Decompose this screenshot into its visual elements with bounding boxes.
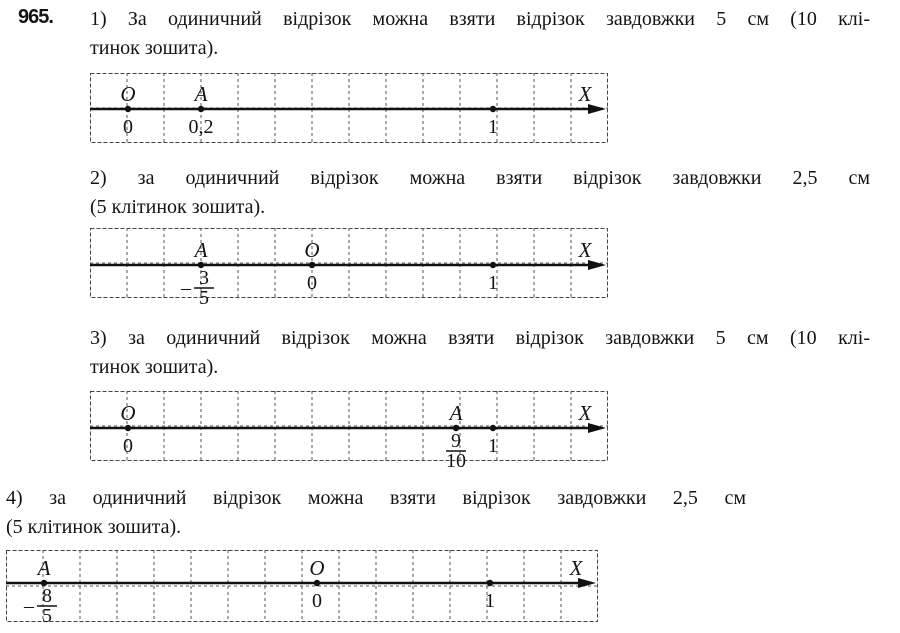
origin-label: O xyxy=(309,556,325,580)
axis-x-label: X xyxy=(578,401,592,425)
unit-point xyxy=(490,106,496,112)
fraction-numerator: 8 xyxy=(42,585,52,607)
fraction-denominator: 5 xyxy=(199,287,209,309)
number-line-3 xyxy=(90,391,610,472)
item-3-text-line-1: 3) за одиничний відрізок можна взяти відрізок завдовжки 5 см (10 клі- xyxy=(90,327,870,349)
item-3-text-line-2: тинок зошита). xyxy=(90,356,219,378)
origin-point xyxy=(314,580,320,586)
fraction-sign: – xyxy=(181,277,191,299)
fraction-numerator: 3 xyxy=(199,267,209,289)
origin-value: 0 xyxy=(312,590,322,612)
origin-value: 0 xyxy=(123,435,133,457)
item-4-text-line-1: 4) за одиничний відрізок можна взяти відрізок завдовжки 2,5 см xyxy=(6,487,746,509)
axis-x-label: X xyxy=(578,82,592,106)
number-line-2 xyxy=(90,228,610,309)
origin-value: 0 xyxy=(123,116,133,138)
unit-value: 1 xyxy=(488,272,498,294)
item-4-text-line-2: (5 клітинок зошита). xyxy=(6,516,182,538)
point-a xyxy=(198,106,204,112)
origin-point xyxy=(309,262,315,268)
fraction-sign: – xyxy=(24,595,34,617)
fraction-numerator: 9 xyxy=(451,430,461,452)
unit-point xyxy=(487,580,493,586)
unit-value: 1 xyxy=(485,590,495,612)
point-a-label: A xyxy=(194,82,208,106)
origin-point xyxy=(125,106,131,112)
fraction-denominator: 5 xyxy=(42,605,52,627)
fraction-denominator: 10 xyxy=(446,450,466,472)
point-a-label: A xyxy=(449,401,463,425)
origin-value: 0 xyxy=(307,272,317,294)
point-a-label: A xyxy=(194,238,208,262)
number-line-1 xyxy=(90,73,610,147)
problem-number: 965. xyxy=(18,6,53,28)
item-2-text-line-1: 2) за одиничний відрізок можна взяти відрізок завдовжки 2,5 см xyxy=(90,167,870,189)
origin-label: O xyxy=(120,401,136,425)
item-1-text-line-1: 1) За одиничний відрізок можна взяти відрізок завдовжки 5 см (10 клі- xyxy=(90,8,870,30)
unit-value: 1 xyxy=(488,116,498,138)
unit-point xyxy=(490,262,496,268)
axis-x-label: X xyxy=(569,556,583,580)
point-a-label: A xyxy=(37,556,51,580)
item-2-text-line-2: (5 клітинок зошита). xyxy=(90,196,266,218)
unit-point xyxy=(490,425,496,431)
origin-label: O xyxy=(120,82,136,106)
item-1-text-line-2: тинок зошита). xyxy=(90,37,219,59)
point-a-value: 0,2 xyxy=(188,116,214,138)
number-line-4 xyxy=(6,550,606,628)
origin-label: O xyxy=(304,238,320,262)
origin-point xyxy=(125,425,131,431)
axis-x-label: X xyxy=(578,238,592,262)
unit-value: 1 xyxy=(488,435,498,457)
